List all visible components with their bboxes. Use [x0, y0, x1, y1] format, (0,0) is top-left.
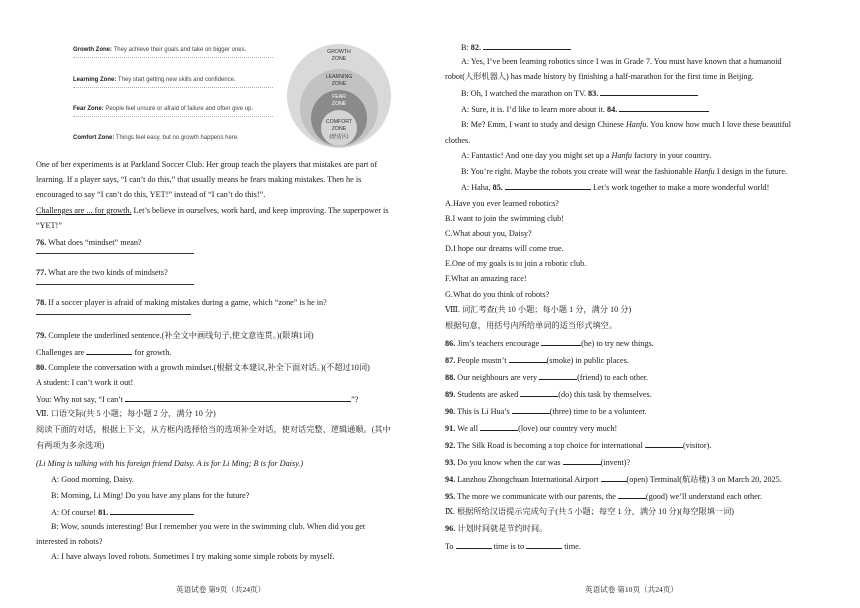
dialogue-line — [461, 167, 787, 177]
zone-name: Learning Zone: — [73, 77, 117, 83]
dialogue-text: B: — [461, 43, 471, 52]
answer-suffix: for growth. — [134, 348, 172, 357]
zone-name: Comfort Zone: — [73, 135, 115, 141]
zone-item-learning — [73, 77, 236, 84]
learning-label-1: LEARNING — [325, 74, 353, 80]
question-text: 计划时间就是节约时间。 — [455, 524, 548, 533]
question-95 — [445, 491, 762, 502]
answer-blank-96-2[interactable] — [526, 541, 562, 549]
question-96-answer — [445, 541, 581, 552]
question-94 — [445, 474, 782, 485]
answer-blank-95[interactable] — [618, 491, 646, 499]
answer-line[interactable] — [36, 314, 191, 315]
section-8-title: Ⅷ. 词汇考查(共 10 小题；每小题 1 分，满分 10 分) — [445, 305, 632, 314]
comfort-label-3: (舒适区) — [329, 134, 349, 140]
question-text: The more we communicate with our parents, the — [455, 492, 618, 501]
question-number: 81. — [98, 508, 109, 517]
dialogue-line — [51, 507, 194, 518]
question-text: (invent)? — [600, 458, 631, 467]
zone-desc: They achieve their goals and take on bigger ones. — [113, 47, 247, 53]
answer-blank-85[interactable] — [505, 182, 591, 190]
question-text: Do you know when the car was — [455, 458, 563, 467]
dialogue-text: A: Haha, — [461, 183, 493, 192]
question-text: This is Li Hua’s — [455, 407, 512, 416]
question-86 — [445, 338, 654, 349]
answer-middle: time is to — [493, 542, 525, 551]
question-text: What are the two kinds of mindsets? — [46, 268, 168, 277]
question-91 — [445, 423, 617, 434]
option-b: B.I want to join the swimming club! — [445, 214, 564, 223]
dialogue-text: factory in your country. — [632, 151, 712, 160]
option-e: E.One of my goals is to join a robotic club. — [445, 259, 587, 268]
dialogue-line: B: Wow, sounds interesting! But I remember you were in the swimming club. When did you get — [51, 522, 366, 531]
zone-divider — [73, 116, 273, 117]
question-80 — [36, 363, 370, 373]
dialogue-context: (Li Ming is talking with his foreign friend Daisy. A is for Li Ming; B is for Daisy.) — [36, 459, 304, 468]
italic-word: Hanfu — [694, 167, 715, 176]
question-text: (smoke) in public places. — [546, 356, 629, 365]
question-79-answer — [36, 347, 171, 358]
question-text: What does “mindset” mean? — [46, 238, 142, 247]
question-93 — [445, 457, 630, 468]
question-number: 87. — [445, 356, 456, 365]
zone-desc: Things feel easy, but no growth happens here. — [115, 135, 239, 141]
dialogue-text: B: You’re right. Maybe the robots you create will wear the fashionable — [461, 167, 695, 176]
question-text: Complete the conversation with a growth mindset.(根据文本建议,补全下面对话。)(不超过10词) — [46, 363, 370, 372]
dialogue-text: B: Oh, I watched the marathon on TV. — [461, 89, 589, 98]
dialogue-line: robot(人形机器人) has made history by finishing a half-marathon for the first time in Beijing. — [445, 72, 754, 81]
dialogue-text: I design in the future. — [714, 167, 788, 176]
question-77 — [36, 268, 168, 278]
option-d: D.I hope our dreams will come true. — [445, 244, 564, 253]
dialogue-line: interested in robots? — [36, 537, 103, 546]
dialogue-line: A student: I can’t work it out! — [36, 378, 134, 387]
zone-desc: People feel unsure or afraid of failure and often give up. — [105, 106, 254, 112]
question-number: 92. — [445, 441, 456, 450]
question-88 — [445, 372, 648, 383]
question-number: 77. — [36, 268, 47, 277]
question-text: (he) to try new things. — [581, 339, 654, 348]
question-76 — [36, 238, 142, 248]
fear-label-1: FEAR — [332, 94, 346, 100]
question-text: (do) this task by themselves. — [558, 390, 652, 399]
dialogue-line — [461, 104, 709, 115]
option-g: G.What do you think of robots? — [445, 290, 550, 299]
dialogue-text: B: Me? Emm, I want to study and design Chinese — [461, 120, 626, 129]
question-80-answer — [36, 394, 358, 405]
answer-blank-94[interactable] — [601, 474, 627, 482]
question-87 — [445, 355, 629, 366]
answer-blank-84[interactable] — [619, 104, 709, 112]
zone-item-fear — [73, 106, 253, 113]
question-number: 76. — [36, 238, 47, 247]
paragraph-line: One of her experiments is at Parkland Soccer Club. Her group teach the players that mistakes are part of — [36, 160, 378, 169]
question-text: (open) Terminal(航站楼) 3 on March 20, 2025. — [626, 475, 782, 484]
answer-suffix: time. — [564, 542, 581, 551]
answer-line[interactable] — [36, 284, 194, 285]
section-instruction: 阅读下面的对话，根据上下文，从方框内选择恰当的选项补全对话，使对话完整、逻辑通顺。(其中 — [36, 425, 391, 434]
answer-blank-89[interactable] — [520, 389, 558, 397]
answer-blank-86[interactable] — [541, 338, 581, 346]
answer-blank-93[interactable] — [563, 457, 601, 465]
answer-prefix: Challenges are — [36, 348, 85, 357]
zone-name: Fear Zone: — [73, 106, 104, 112]
question-90 — [445, 406, 647, 417]
zone-name: Growth Zone: — [73, 47, 112, 53]
zone-desc: They start getting new skills and confidence. — [117, 77, 236, 83]
underlined-sentence: Challenges are ... for growth. — [36, 206, 132, 215]
dialogue-line: B: Morning, Li Ming! Do you have any plans for the future? — [51, 491, 250, 500]
question-79 — [36, 331, 314, 341]
answer-blank-96-1[interactable] — [456, 541, 492, 549]
dialogue-text: Let’s work together to make a more wonderful world! — [590, 183, 770, 192]
question-92 — [445, 440, 711, 451]
dialogue-text: . You know how much I love these beautiful — [646, 120, 791, 129]
answer-blank-80[interactable] — [125, 394, 351, 402]
paragraph-text: Let’s believe in ourselves, work hard, and keep improving. The superpower is — [131, 206, 389, 215]
zone-divider — [73, 87, 273, 88]
dialogue-line — [461, 182, 769, 193]
question-number: 78. — [36, 298, 47, 307]
question-number: 83. — [588, 89, 599, 98]
question-text: We all — [455, 424, 481, 433]
dialogue-line: clothes. — [445, 136, 471, 145]
answer-blank-91[interactable] — [480, 423, 518, 431]
question-text: (love) our country very much! — [518, 424, 618, 433]
question-number: 86. — [445, 339, 456, 348]
dialogue-line — [461, 42, 571, 53]
question-number: 90. — [445, 407, 456, 416]
zone-divider — [73, 57, 273, 58]
answer-blank-79[interactable] — [86, 347, 132, 355]
comfort-label-1: COMFORT — [325, 119, 353, 125]
answer-blank-82[interactable] — [483, 42, 571, 50]
question-text: (three) time to be a volunteer. — [549, 407, 647, 416]
answer-blank-81[interactable] — [110, 507, 194, 515]
page-footer: 英语试卷 第10页（共24页） — [585, 585, 679, 594]
question-number: 89. — [445, 390, 456, 399]
question-number: 91. — [445, 424, 456, 433]
dialogue-line: A: Good morning, Daisy. — [51, 475, 134, 484]
question-number: 93. — [445, 458, 456, 467]
question-number: 80. — [36, 363, 47, 372]
question-text: (good) we’ll understand each other. — [645, 492, 763, 501]
question-number: 82. — [470, 43, 482, 52]
question-number: 95. — [445, 492, 456, 501]
zones-diagram — [284, 42, 394, 150]
question-number: 94. — [445, 475, 456, 484]
answer-blank-90[interactable] — [512, 406, 550, 414]
italic-word: Hanfu — [611, 151, 633, 160]
section-instruction: 有两项为多余选项) — [36, 441, 105, 450]
answer-prefix: To — [445, 542, 454, 551]
answer-blank-88[interactable] — [539, 372, 577, 380]
option-f: F.What an amazing race! — [445, 274, 527, 283]
question-78 — [36, 298, 327, 308]
zone-item-comfort — [73, 135, 239, 142]
question-text: People mustn’t — [455, 356, 509, 365]
left-column — [36, 0, 421, 608]
answer-blank-92[interactable] — [645, 440, 683, 448]
question-number: 96. — [445, 524, 456, 533]
dialogue-text: A: Fantastic! And one day you might set up a — [461, 151, 612, 160]
answer-prefix: You: Why not say, “I can’t — [36, 395, 124, 404]
dialogue-text: A: Sure, it is. I’d like to learn more about it. — [461, 105, 607, 114]
growth-label-2: ZONE — [331, 56, 347, 62]
italic-word: Hanfu — [625, 120, 647, 129]
question-text: Our neighbours are very — [455, 373, 540, 382]
question-text: Complete the underlined sentence.(补全文中画线句子,使文意连贯。)(限填1词) — [46, 331, 314, 340]
right-column — [445, 0, 840, 608]
paragraph-line — [36, 206, 389, 216]
question-number: 85. — [492, 183, 503, 192]
option-a: A.Have you ever learned robotics? — [445, 199, 559, 208]
answer-blank-87[interactable] — [509, 355, 547, 363]
question-text: Jim’s teachers encourage — [455, 339, 542, 348]
growth-label-1: GROWTH — [327, 49, 351, 55]
question-96 — [445, 524, 547, 534]
question-text: (friend) to each other. — [577, 373, 649, 382]
answer-suffix: ”? — [351, 395, 359, 404]
comfort-label-2: ZONE — [331, 126, 347, 132]
fear-label-2: ZONE — [331, 101, 347, 107]
section-instruction: 根据句意，用括号内所给单词的适当形式填空。 — [445, 321, 617, 330]
dialogue-line — [461, 151, 711, 161]
question-number: 84. — [606, 105, 618, 114]
dialogue-line — [461, 88, 698, 99]
learning-label-2: ZONE — [331, 81, 347, 87]
question-text: Students are asked — [455, 390, 521, 399]
dialogue-line — [461, 120, 791, 130]
answer-line[interactable] — [36, 253, 194, 254]
dialogue-line: A: Yes, I’ve been learning robotics since I was in Grade 7. You must have known that a humanoid — [461, 57, 782, 66]
zone-item-growth — [73, 47, 246, 54]
question-text: If a soccer player is afraid of making mistakes during a game, which “zone” is he in? — [46, 298, 327, 307]
question-number: 88. — [445, 373, 456, 382]
section-7-title: Ⅶ. 口语交际(共 5 小题；每小题 2 分，满分 10 分) — [36, 409, 216, 418]
dialogue-text: A: Of course! — [51, 508, 99, 517]
paragraph-line: encouraged to say “I can’t do this, YET!” instead of “I can’t do this!”. — [36, 190, 266, 199]
paragraph-line: learning. If a player says, “I can’t do this,” that usually means he fears making mistakes. Then he is — [36, 175, 362, 184]
dialogue-line: A: I have always loved robots. Sometimes I try making some simple robots by myself. — [51, 552, 335, 561]
question-text: Lanzhou Zhongchuan International Airport — [455, 475, 601, 484]
question-text: The Silk Road is becoming a top choice for international — [455, 441, 645, 450]
answer-blank-83[interactable] — [600, 88, 698, 96]
question-text: (visitor). — [682, 441, 712, 450]
page-footer: 英语试卷 第9页（共24页） — [176, 585, 266, 594]
question-number: 79. — [36, 331, 47, 340]
paragraph-line: “YET!” — [36, 221, 62, 230]
question-89 — [445, 389, 652, 400]
section-9-title: Ⅸ. 根据所给汉语提示完成句子(共 5 小题；每空 1 分，满分 10 分)(每空限填一词) — [445, 507, 734, 516]
option-c: C.What about you, Daisy? — [445, 229, 532, 238]
